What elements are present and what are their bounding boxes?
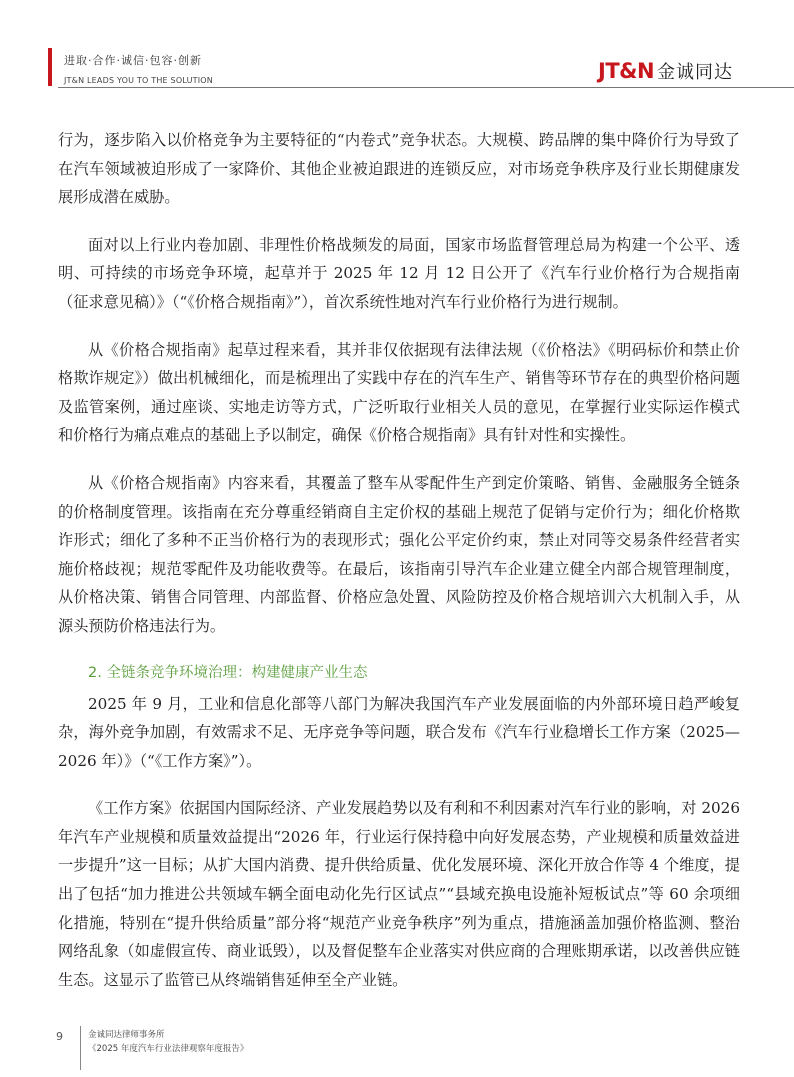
header-divider — [58, 87, 794, 88]
paragraph: 从《价格合规指南》起草过程来看，其并非仅依据现有法律法规（《价格法》《明码标价和禁止价格欺诈规定》）做出机械细化，而是梳理出了实践中存在的汽车生产、销售等环节存在的典型价格问题及监管案例，通过座谈、实地走访等方式，广泛听取行业相关人员的意见，在掌握行业实际运作模式和价格行为痛点难点的基础上予以制定，确保《价格合规指南》具有针对性和实操性。 — [58, 340, 740, 445]
page-content — [58, 126, 740, 1013]
paragraph: 2025 年 9 月，工业和信息化部等八部门为解决我国汽车产业发展面临的内外部环境日趋严峻复杂，海外竞争加剧，有效需求不足、无序竞争等问题，联合发布《汽车行业稳增长工作方案（2025—2026 年）》（“《工作方案》”）。 — [58, 694, 740, 770]
section-heading: 2. 全链条竞争环境治理：构建健康产业生态 — [88, 664, 368, 681]
paragraph: 面对以上行业内卷加剧、非理性价格战频发的局面，国家市场监督管理总局为构建一个公平、透明、可持续的市场竞争环境，起草并于 2025 年 12 月 12 日公开了《汽车行业价格行为合规指南（征求意见稿）》（“《价格合规指南》”），首次系统性地对汽车行业价格行为进行规制。 — [58, 235, 740, 311]
paragraph: 《工作方案》依据国内国际经济、产业发展趋势以及有利和不利因素对汽车行业的影响，对 2026 年汽车产业规模和质量效益提出“2026 年，行业运行保持稳中向好发展态势，产业规模和质量效益进一步提升”这一目标；从扩大国内消费、提升供给质量、优化发展环境、深化开放合作等 4 个维度，提出了包括“加力推进公共领域车辆全面电动化先行区试点”“县域充换电设施补短板试点”等 60 余项细化措施，特别在“提升供给质量”部分将“规范产业竞争秩序”列为重点，措施涵盖加强价格监测、整治网络乱象（如虚假宣传、商业诋毁），以及督促整车企业落实对供应商的合理账期承诺，以改善供应链生态。这显示了监管已从终端销售延伸至全产业链。 — [58, 799, 740, 989]
page-number: 9 — [56, 1030, 63, 1043]
header-subtitle: JT&N LEADS YOU TO THE SOLUTION — [64, 76, 213, 85]
page-header — [0, 0, 794, 100]
company-logo — [598, 58, 733, 84]
header-accent-bar — [48, 48, 52, 86]
logo-name: 金诚同达 — [657, 62, 734, 83]
paragraph: 从《价格合规指南》内容来看，其覆盖了整车从零配件生产到定价策略、销售、金融服务全链条的价格制度管理。该指南在充分尊重经销商自主定价权的基础上规范了促销与定价行为；细化价格欺诈形式；细化了多种不正当价格行为的表现形式；强化公平定价约束，禁止对同等交易条件经营者实施价格歧视；规范零配件及功能收费等。在最后，该指南引导汽车企业建立健全内部合规管理制度，从价格决策、销售合同管理、内部监督、价格应急处置、风险防控及价格合规培训六大机制入手，从源头预防价格违法行为。 — [58, 473, 740, 635]
page-footer — [0, 1020, 794, 1077]
footer-firm-name: 金诚同达律师事务所 — [88, 1030, 165, 1040]
logo-mark: JT&N — [598, 59, 655, 83]
paragraph: 行为，逐步陷入以价格竞争为主要特征的“内卷式”竞争状态。大规模、跨品牌的集中降价行为导致了在汽车领域被迫形成了一家降价、其他企业被迫跟进的连锁反应，对市场竞争秩序及行业长期健康发展形成潜在威胁。 — [58, 131, 740, 207]
footer-report-title: 《2025 年度汽车行业法律观察年度报告》 — [88, 1044, 249, 1054]
footer-divider — [80, 1026, 81, 1070]
header-slogan: 进取·合作·诚信·包容·创新 — [64, 54, 202, 67]
